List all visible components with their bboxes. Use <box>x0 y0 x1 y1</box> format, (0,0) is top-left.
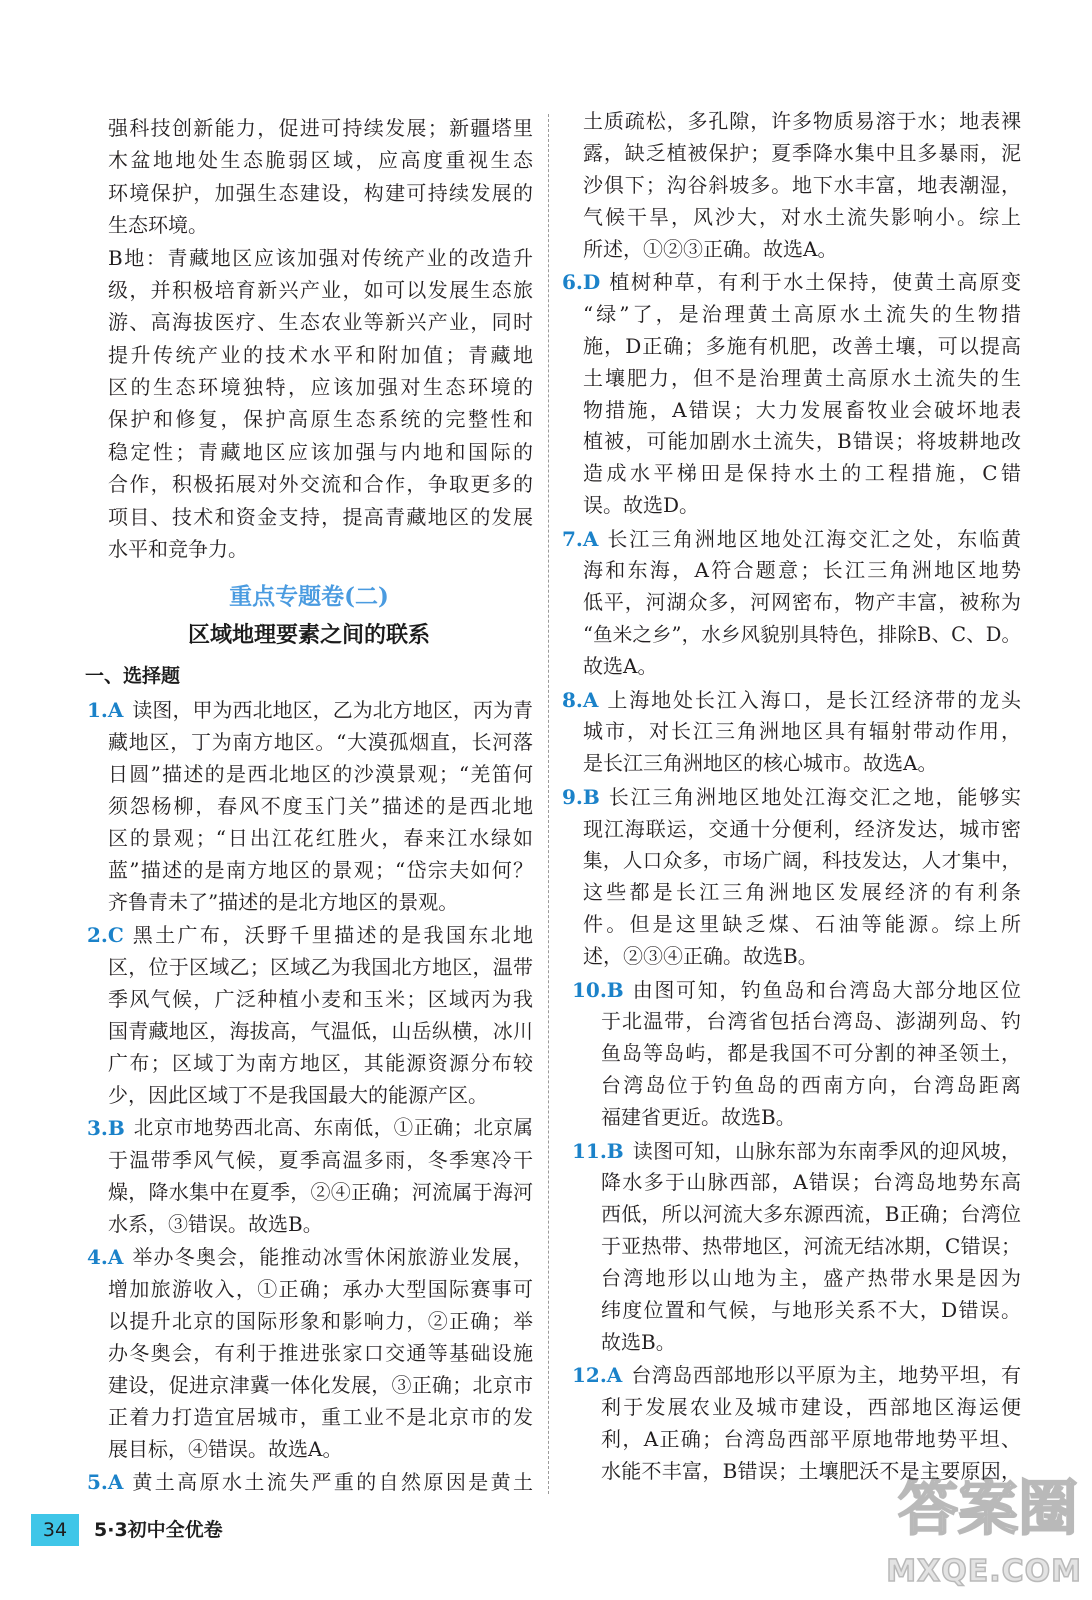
answer-label: 11.B <box>572 1138 624 1163</box>
text-line: 项目、技术和资金支持，提高青藏地区的发展 <box>108 504 533 529</box>
answer-label: 4.A <box>87 1245 124 1269</box>
answer-label: 7.A <box>562 526 599 551</box>
answer-text-line: 土壤肥力，但不是治理黄土高原水土流失的生 <box>583 365 1021 390</box>
answer-text-line: 须怨杨柳，春风不度玉门关”描述的是西北地 <box>108 794 533 818</box>
answer-text-line: 展目标，④错误。故选A。 <box>108 1437 343 1461</box>
answer-text-line: “绿”了，是治理黄土高原水土流失的生物措 <box>583 301 1021 326</box>
answer-text-line: 增加旅游收入，①正确；承办大型国际赛事可 <box>108 1277 533 1301</box>
answer-text-line: 件。但是这里缺乏煤、石油等能源。综上所 <box>583 912 1021 937</box>
answer-text-line: 是长江三角洲地区的核心城市。故选A。 <box>583 751 938 776</box>
answer-text-line: 水系，③错误。故选B。 <box>108 1212 323 1236</box>
text-line: 沙俱下；沟谷斜坡多。地下水丰富，地表潮湿， <box>583 172 1021 197</box>
answer-item <box>560 975 1021 1134</box>
answer-text-line: 由图可知，钓鱼岛和台湾岛大部分地区位 <box>632 977 1021 1002</box>
answer-label: 2.C <box>87 923 124 947</box>
answer-text-line: 日圆”描述的是西北地区的沙漠景观；“羌笛何 <box>108 762 533 786</box>
answer-text-line: 长江三角洲地区地处江海交汇之处，东临黄 <box>607 526 1021 551</box>
answer-text-line: 读图，甲为西北地区，乙为北方地区，丙为青 <box>132 698 533 722</box>
answer-text-line: 建设，促进京津冀一体化发展，③正确；北京市 <box>108 1373 533 1397</box>
answer-label: 5.A <box>87 1470 124 1494</box>
text-line: 强科技创新能力，促进可持续发展；新疆塔里 <box>108 116 533 140</box>
answer-text-line: 利于发展农业及城市建设，西部地区海运便 <box>601 1395 1021 1420</box>
answer-item <box>560 1360 1021 1488</box>
answer-first-line <box>85 1241 533 1273</box>
answer-text-line: 燥，降水集中在夏季，②④正确；河流属于海河 <box>108 1180 533 1204</box>
answer-text-line: 于温带季风气候，夏季高温多雨，冬季寒冷干 <box>108 1148 533 1172</box>
text-line: 稳定性；青藏地区应该加强与内地和国际的 <box>108 439 533 464</box>
answer-text-line: 海和东海，A符合题意；长江三角洲地区地势 <box>583 558 1021 583</box>
text-line: 生态环境。 <box>108 213 208 238</box>
section-title: 重点专题卷(二) <box>229 583 389 610</box>
answer-text-line: 北京市地势西北高、东南低，①正确；北京属 <box>133 1116 533 1139</box>
text-line: 提升传统产业的技术水平和附加值；青藏地 <box>108 342 533 367</box>
answer-text-line: 少，因此区域丁不是我国最大的能源产区。 <box>108 1083 488 1107</box>
answer-text-line: 于北温带，台湾省包括台湾岛、澎湖列岛、钓 <box>601 1009 1021 1034</box>
answer-text-line: 蓝”描述的是南方地区的景观；“岱宗夫如何？ <box>108 858 533 882</box>
answer-text-line: 上海地处长江入海口，是长江经济带的龙头 <box>607 687 1021 712</box>
answer-item <box>560 782 1021 973</box>
answer-first-line <box>560 524 1021 556</box>
answer-text-line: 季风气候，广泛种植小麦和玉米；区域丙为我 <box>108 987 533 1011</box>
answer-item <box>560 524 1021 683</box>
text-line: 环境保护，加强生态建设，构建可持续发展的 <box>108 180 533 205</box>
answer-text-line: 广布；区域丁为南方地区，其能源资源分布较 <box>108 1051 533 1075</box>
answer-text-line: 利，A正确；台湾岛西部平原地带地势平坦、 <box>601 1427 1021 1452</box>
answer-text-line: 集，人口众多，市场广阔，科技发达，人才集中， <box>583 849 1021 873</box>
answer-first-line <box>560 1136 1021 1168</box>
answer-text-line: 办冬奥会，有利于推进张家口交通等基础设施 <box>108 1341 533 1365</box>
text-line: 所述，①②③正确。故选A。 <box>583 236 838 261</box>
continued-answer <box>560 106 1021 265</box>
text-line: 气候干旱，风沙大，对水土流失影响小。综上 <box>583 204 1021 229</box>
answer-text-line: 故选A。 <box>583 654 658 679</box>
text-line: 保护和修复，保护高原生态系统的完整性和 <box>108 407 533 432</box>
answer-text-line: 齐鲁青未了”描述的是北方地区的景观。 <box>108 890 459 914</box>
answer-label: 8.A <box>562 687 599 712</box>
answer-text-line: 鱼岛等岛屿，都是我国不可分割的神圣领土， <box>601 1041 1021 1066</box>
answer-text-line: 台湾地形以山地为主，盛产热带水果是因为 <box>601 1266 1021 1291</box>
answer-text-line: 台湾岛西部地形以平原为主，地势平坦，有 <box>631 1363 1021 1388</box>
text-line: 土质疏松，多孔隙，许多物质易溶于水；地表裸 <box>583 109 1021 133</box>
watermark-logo: 答案圈 <box>898 1474 1078 1544</box>
answer-item <box>85 694 533 918</box>
answer-label: 10.B <box>572 977 624 1002</box>
answer-first-line <box>85 694 533 726</box>
answer-text-line: 造成水平梯田是保持水土的工程措施，C错 <box>583 461 1021 486</box>
watermark-site: MXQE.COM <box>886 1554 1082 1589</box>
left-column-top-text <box>85 112 533 565</box>
answer-item <box>85 919 533 1111</box>
answer-first-line <box>560 685 1021 717</box>
answer-text-line: 西低，所以河流大多东源西流，B正确；台湾位 <box>601 1202 1021 1227</box>
footer-book-title: 5·3初中全优卷 <box>94 1519 223 1541</box>
text-line: 级，并积极培育新兴产业，如可以发展生态旅 <box>108 277 533 302</box>
text-line: 木盆地地处生态脆弱区域，应高度重视生态 <box>108 148 533 173</box>
answer-text-line: 读图可知，山脉东部为东南季风的迎风坡， <box>632 1138 1021 1163</box>
answer-text-line: 以提升北京的国际形象和影响力，②正确；举 <box>108 1309 533 1333</box>
part-heading: 一、选择题 <box>85 665 181 687</box>
left-column-answers <box>85 693 533 1498</box>
answer-first-line <box>560 1360 1021 1392</box>
answer-label: 12.A <box>572 1363 623 1388</box>
answer-first-line <box>560 267 1021 299</box>
answer-text-line: 福建省更近。故选B。 <box>601 1105 796 1130</box>
section-subtitle: 区域地理要素之间的联系 <box>187 623 430 648</box>
b-paragraph <box>85 242 533 566</box>
answer-item <box>85 1466 533 1498</box>
answer-first-line <box>560 782 1021 814</box>
text-line: 露，缺乏植被保护；夏季降水集中且多暴雨，泥 <box>583 140 1021 165</box>
answer-text-line: “鱼米之乡”，水乡风貌别具特色，排除B、C、D。 <box>583 623 1021 647</box>
answer-text-line: 于亚热带、热带地区，河流无结冰期，C错误； <box>601 1234 1021 1259</box>
continued-paragraph <box>85 112 533 242</box>
answer-text-line: 城市，对长江三角洲地区具有辐射带动作用， <box>583 719 1021 744</box>
answer-first-line <box>560 975 1021 1007</box>
answer-text-line: 施，D正确；多施有机肥，改善土壤，可以提高 <box>583 333 1021 358</box>
answer-label: 6.D <box>562 269 601 294</box>
answer-text-line: 区的景观；“日出江花红胜火，春来江水绿如 <box>108 826 533 850</box>
answer-text-line: 植被，可能加剧水土流失，B错误；将坡耕地改 <box>583 429 1021 454</box>
answer-text-line: 黑土广布，沃野千里描述的是我国东北地 <box>132 923 533 947</box>
answer-text-line: 故选B。 <box>601 1329 676 1354</box>
answer-text-line: 水能不丰富，B错误；土壤肥沃不是主要原因， <box>601 1458 1021 1483</box>
answer-text-line: 植树种草，有利于水土保持，使黄土高原变 <box>609 269 1021 294</box>
answer-item <box>560 267 1021 522</box>
footer-page-number: 34 <box>31 1514 79 1546</box>
answer-first-line <box>85 1466 533 1498</box>
answer-text-line: 区，位于区域乙；区域乙为我国北方地区，温带 <box>108 955 533 979</box>
answer-text-line: 物措施，A错误；大力发展畜牧业会破坏地表 <box>583 397 1021 422</box>
answer-item <box>85 1112 533 1240</box>
answer-text-line: 藏地区，丁为南方地区。“大漠孤烟直，长河落 <box>108 730 533 754</box>
answer-text-line: 误。故选D。 <box>583 493 700 518</box>
answer-first-line <box>85 919 533 951</box>
text-line: 水平和竞争力。 <box>108 536 248 561</box>
right-column <box>560 106 1021 1488</box>
text-line: 区的生态环境独特，应该加强对生态环境的 <box>108 375 533 399</box>
answer-item <box>560 1136 1021 1359</box>
answer-text-line: 举办冬奥会，能推动冰雪休闲旅游业发展， <box>132 1245 533 1269</box>
answer-text-line: 长江三角洲地区地处江海交汇之地，能够实 <box>608 784 1021 809</box>
answer-text-line: 这些都是长江三角洲地区发展经济的有利条 <box>583 880 1021 905</box>
text-line: 合作，积极拓展对外交流和合作，争取更多的 <box>108 472 533 497</box>
answer-text-line: 正着力打造宜居城市，重工业不是北京市的发 <box>108 1405 533 1429</box>
answer-text-line: 黄土高原水土流失严重的自然原因是黄土 <box>132 1470 533 1494</box>
text-line: 游、高海拔医疗、生态农业等新兴产业，同时 <box>108 310 533 335</box>
answer-text-line: 述，②③④正确。故选B。 <box>583 944 818 969</box>
answer-label: 9.B <box>562 784 600 809</box>
text-line: B地：青藏地区应该加强对传统产业的改造升 <box>108 245 533 270</box>
answer-text-line: 台湾岛位于钓鱼岛的西南方向，台湾岛距离 <box>601 1073 1021 1098</box>
answer-first-line <box>85 1112 533 1144</box>
answer-text-line: 现江海联运，交通十分便利，经济发达，城市密 <box>583 816 1021 841</box>
answer-text-line: 纬度位置和气候，与地形关系不大，D错误。 <box>601 1297 1021 1322</box>
answer-text-line: 降水多于山脉西部，A错误；台湾岛地势东高 <box>601 1170 1021 1195</box>
answer-item <box>560 685 1021 781</box>
answer-label: 3.B <box>87 1116 125 1140</box>
answer-item <box>85 1241 533 1465</box>
answer-text-line: 国青藏地区，海拔高，气温低，山岳纵横，冰川 <box>108 1019 533 1043</box>
answer-label: 1.A <box>87 698 124 722</box>
column-divider <box>548 114 549 1494</box>
answer-text-line: 低平，河湖众多，河网密布，物产丰富，被称为 <box>583 590 1021 615</box>
